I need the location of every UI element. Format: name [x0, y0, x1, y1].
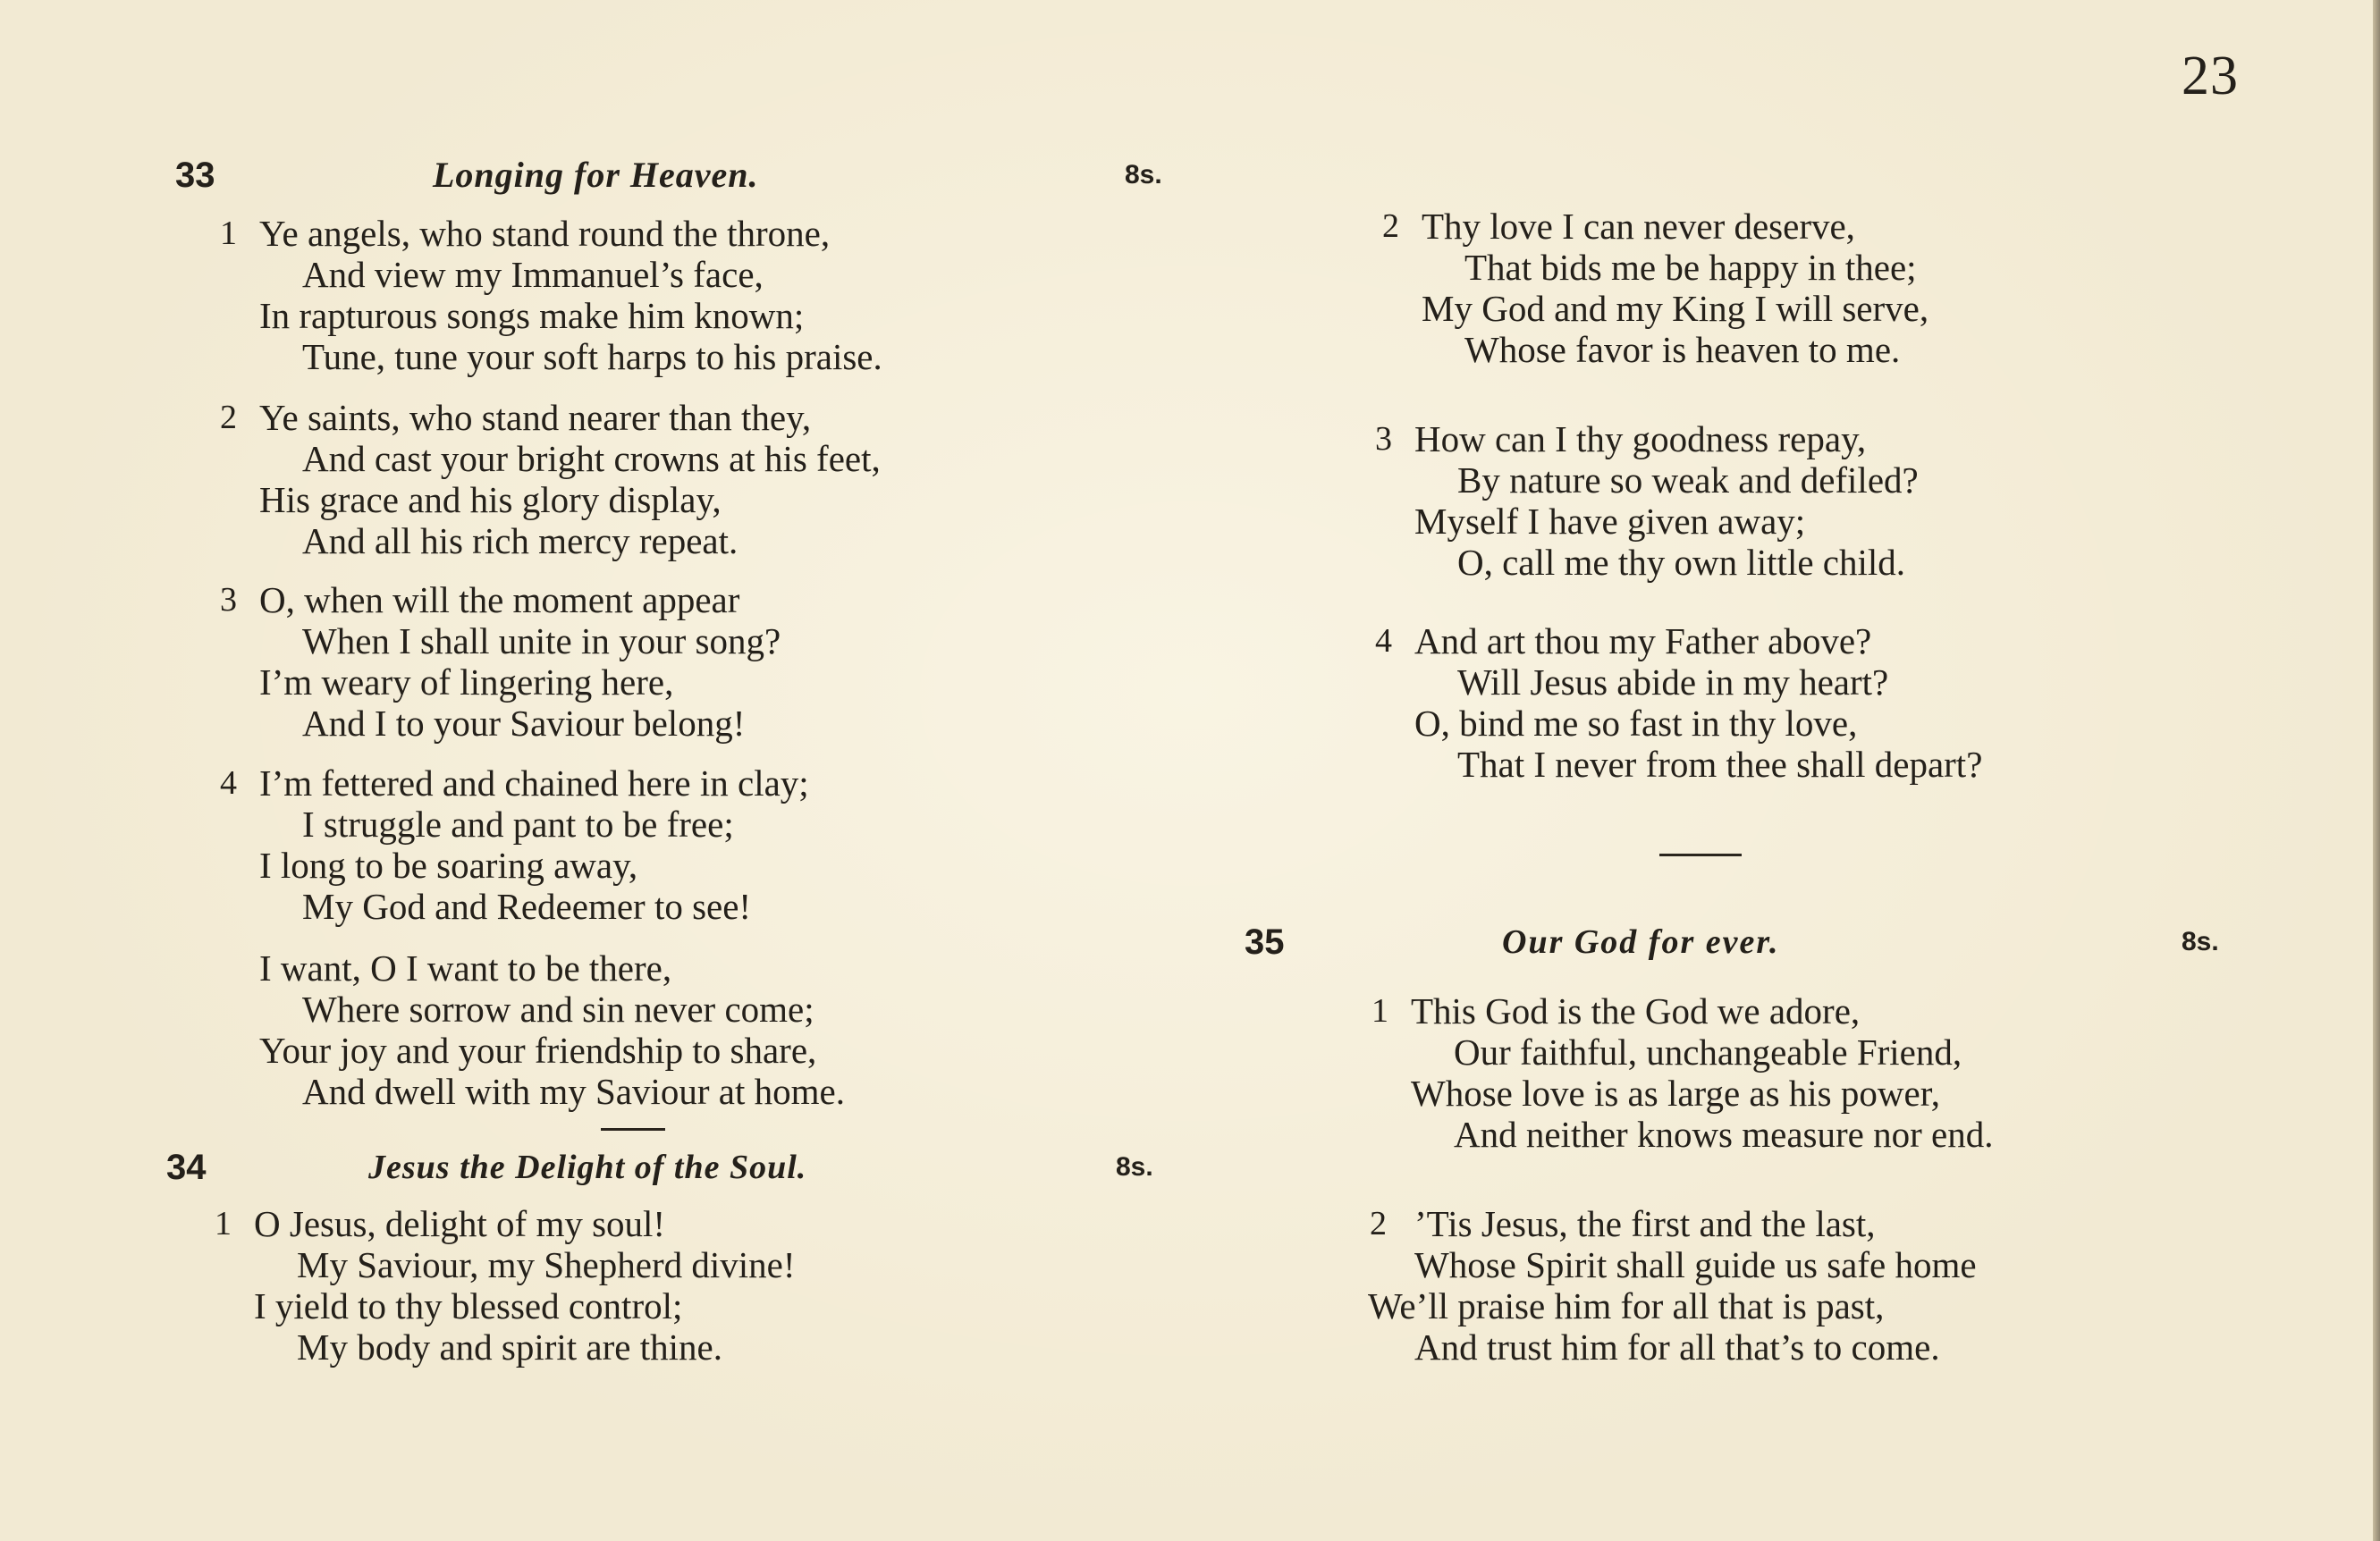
hymn-33-verse-3: [220, 579, 781, 744]
verse-number: 1: [220, 215, 237, 252]
verse-line: His grace and his glory display,: [259, 479, 722, 520]
verse-line: Thy love I can never deserve,: [1422, 206, 1855, 247]
hymn-35-header: [1245, 915, 2317, 969]
verse-line: We’ll praise him for all that is past,: [1368, 1285, 1885, 1326]
hymn-34-verse-2: [1382, 206, 1929, 370]
hymn-title: Our God for ever.: [1502, 923, 1780, 961]
verse-line: In rapturous songs make him known;: [259, 295, 805, 336]
verse-line: And neither knows measure nor end.: [1454, 1114, 1994, 1155]
hymn-number: 33: [175, 156, 215, 195]
verse-number: 1: [1371, 992, 1388, 1030]
page-edge: [2373, 0, 2380, 1541]
hymn-title: Longing for Heaven.: [433, 155, 759, 195]
verse-number: 3: [220, 581, 237, 619]
verse-line: I struggle and pant to be free;: [302, 804, 734, 845]
hymn-34-verse-3: [1375, 418, 1919, 583]
verse-line: My God and my King I will serve,: [1422, 288, 1929, 329]
verse-line: Whose favor is heaven to me.: [1464, 329, 1901, 370]
verse-line: And I to your Saviour belong!: [302, 703, 746, 744]
hymn-meter: 8s.: [1125, 160, 1162, 189]
hymn-meter: 8s.: [1116, 1152, 1153, 1182]
verse-line: Your joy and your friendship to share,: [259, 1030, 817, 1071]
verse-line: That bids me be happy in thee;: [1464, 247, 1917, 288]
verse-line: Tune, tune your soft harps to his praise.: [302, 336, 882, 377]
verse-line: I yield to thy blessed control;: [254, 1285, 683, 1326]
hymn-33-header: [175, 148, 1186, 202]
verse-line: By nature so weak and defiled?: [1457, 459, 1919, 501]
hymn-33-verse-4: [220, 762, 809, 927]
verse-line: My body and spirit are thine.: [297, 1326, 722, 1368]
hymn-35-verse-2: [1368, 1203, 1977, 1368]
hymn-title: Jesus the Delight of the Soul.: [368, 1149, 807, 1186]
verse-number: 4: [1375, 622, 1392, 660]
verse-number: 4: [220, 764, 237, 802]
hymn-34-verse-4: [1375, 620, 1983, 785]
verse-line: Myself I have given away;: [1414, 501, 1806, 542]
verse-number: 2: [1382, 207, 1399, 245]
verse-line: O Jesus, delight of my soul!: [254, 1203, 666, 1244]
page-number: 23: [2182, 46, 2239, 106]
verse-line: Whose Spirit shall guide us safe home: [1414, 1244, 1977, 1285]
verse-line: Where sorrow and sin never come;: [302, 989, 814, 1030]
hymn-33-verse-1: [220, 213, 882, 377]
verse-line: O, when will the moment appear: [259, 579, 740, 620]
hymn-35-verse-1: [1371, 990, 1994, 1155]
verse-number: 2: [220, 399, 237, 436]
verse-line: And dwell with my Saviour at home.: [302, 1071, 845, 1112]
verse-line: O, call me thy own little child.: [1457, 542, 1906, 583]
verse-line: Whose love is as large as his power,: [1411, 1073, 1940, 1114]
hymn-divider: [1659, 854, 1742, 856]
verse-number: 3: [1375, 420, 1392, 458]
verse-line: And art thou my Father above?: [1414, 620, 1872, 661]
hymn-34-header: [166, 1141, 1177, 1194]
hymn-number: 35: [1245, 922, 1285, 962]
verse-line: That I never from thee shall depart?: [1457, 744, 1983, 785]
verse-line: And cast your bright crowns at his feet,: [302, 438, 881, 479]
verse-line: Ye angels, who stand round the throne,: [259, 213, 831, 254]
verse-line: I’m weary of lingering here,: [259, 661, 674, 703]
verse-line: I’m fettered and chained here in clay;: [259, 762, 809, 804]
verse-line: And all his rich mercy repeat.: [302, 520, 738, 561]
hymn-33-verse-2: [220, 397, 881, 561]
hymn-number: 34: [166, 1148, 207, 1187]
verse-number: 2: [1370, 1205, 1387, 1242]
verse-line: When I shall unite in your song?: [302, 620, 781, 661]
verse-line: Will Jesus abide in my heart?: [1457, 661, 1889, 703]
verse-line: And trust him for all that’s to come.: [1414, 1326, 1940, 1368]
verse-line: My Saviour, my Shepherd divine!: [297, 1244, 796, 1285]
verse-line: And view my Immanuel’s face,: [302, 254, 764, 295]
hymn-meter: 8s.: [2182, 927, 2219, 956]
verse-line: How can I thy goodness repay,: [1414, 418, 1867, 459]
verse-line: O, bind me so fast in thy love,: [1414, 703, 1858, 744]
hymn-34-verse-1: [215, 1203, 796, 1368]
verse-line: ’Tis Jesus, the first and the last,: [1414, 1203, 1876, 1244]
verse-line: This God is the God we adore,: [1411, 990, 1861, 1032]
verse-number: 1: [215, 1205, 232, 1242]
verse-line: I want, O I want to be there,: [259, 947, 672, 989]
verse-line: I long to be soaring away,: [259, 845, 638, 886]
verse-line: Ye saints, who stand nearer than they,: [259, 397, 812, 438]
verse-line: Our faithful, unchangeable Friend,: [1454, 1032, 1962, 1073]
verse-line: My God and Redeemer to see!: [302, 886, 752, 927]
hymn-33-verse-5: [259, 947, 845, 1112]
hymn-divider: [601, 1128, 665, 1131]
